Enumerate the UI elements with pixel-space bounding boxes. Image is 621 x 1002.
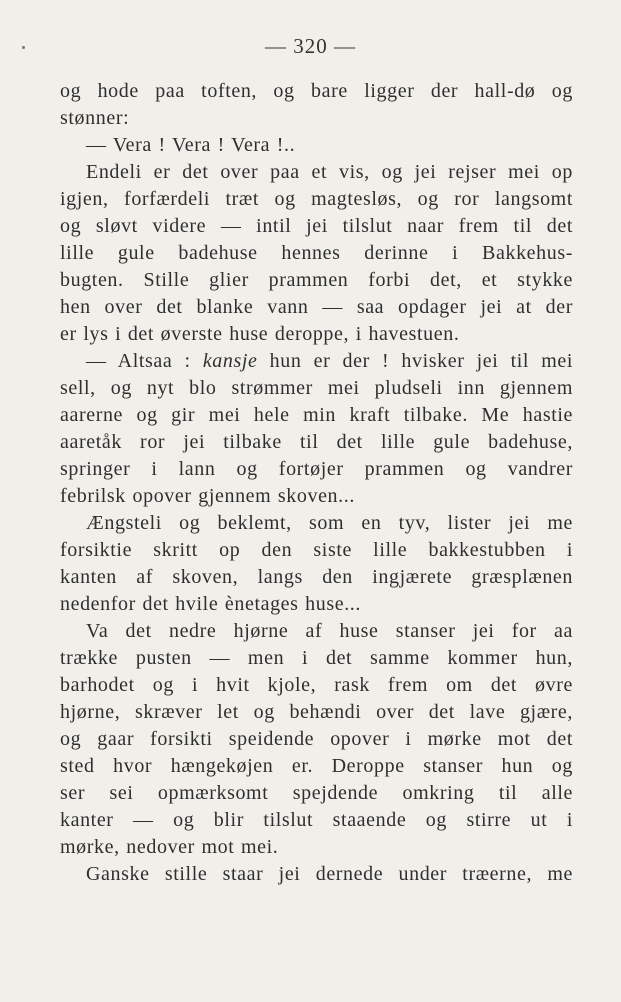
body-text xyxy=(60,78,573,888)
text-line: aarerne og gir mei hele min kraft tilbake. Me hastie xyxy=(60,404,573,426)
italic-word: kansje xyxy=(202,350,258,372)
text-line: nedenfor det hvile ènetages huse... xyxy=(60,593,362,615)
text-line: lille gule badehuse hennes derinne i Bakkehus- xyxy=(60,242,573,264)
text-line: sell, og nyt blo strømmer mei pludseli inn gjennem xyxy=(60,377,573,399)
text-line: sted hvor hængekøjen er. Deroppe stanser hun og xyxy=(60,755,573,777)
text-segment: hun er der ! hvisker jei til mei xyxy=(257,350,573,372)
text-line: Ganske stille staar jei dernede under træerne, me xyxy=(86,863,573,885)
text-line: ser sei opmærksomt spejdende omkring til alle xyxy=(60,782,573,804)
text-line: mørke, nedover mot mei. xyxy=(60,836,279,858)
text-line: stønner: xyxy=(60,107,130,129)
text-line: igjen, forfærdeli træt og magtesløs, og ror langsomt xyxy=(60,188,573,210)
text-line xyxy=(60,348,573,375)
text-line: Va det nedre hjørne af huse stanser jei for aa xyxy=(86,620,573,642)
text-line: og gaar forsikti speidende opover i mørke mot det xyxy=(60,728,573,750)
text-line: aaretåk ror jei tilbake til det lille gule badehuse, xyxy=(60,431,573,453)
text-line: febrilsk opover gjennem skoven... xyxy=(60,485,355,507)
text-line: hen over det blanke vann — saa opdager jei at der xyxy=(60,296,573,318)
text-line: kanten af skoven, langs den ingjærete græsplænen xyxy=(60,566,573,588)
text-line: kanter — og blir tilslut staaende og stirre ut i xyxy=(60,809,573,831)
text-line: bugten. Stille glier prammen forbi det, et stykke xyxy=(60,269,573,291)
text-line: hjørne, skræver let og behændi over det lave gjære, xyxy=(60,701,573,723)
text-line: er lys i det øverste huse deroppe, i havestuen. xyxy=(60,323,460,345)
text-line: barhodet og i hvit kjole, rask frem om det øvre xyxy=(60,674,573,696)
text-line: — Vera ! Vera ! Vera !.. xyxy=(86,134,296,156)
text-line: springer i lann og fortøjer prammen og vandrer xyxy=(60,458,573,480)
text-line: og hode paa toften, og bare ligger der hall-dø og xyxy=(60,80,573,102)
text-line: trække pusten — men i det samme kommer hun, xyxy=(60,647,573,669)
text-line: og sløvt videre — intil jei tilslut naar frem til det xyxy=(60,215,573,237)
page-number: — 320 — xyxy=(265,34,356,58)
text-line: Endeli er det over paa et vis, og jei rejser mei op xyxy=(86,161,573,183)
text-line: forsiktie skritt op den siste lille bakkestubben i xyxy=(60,539,573,561)
text-line: Ængsteli og beklemt, som en tyv, lister jei me xyxy=(86,512,573,534)
text-segment: — Altsaa : xyxy=(86,350,203,372)
